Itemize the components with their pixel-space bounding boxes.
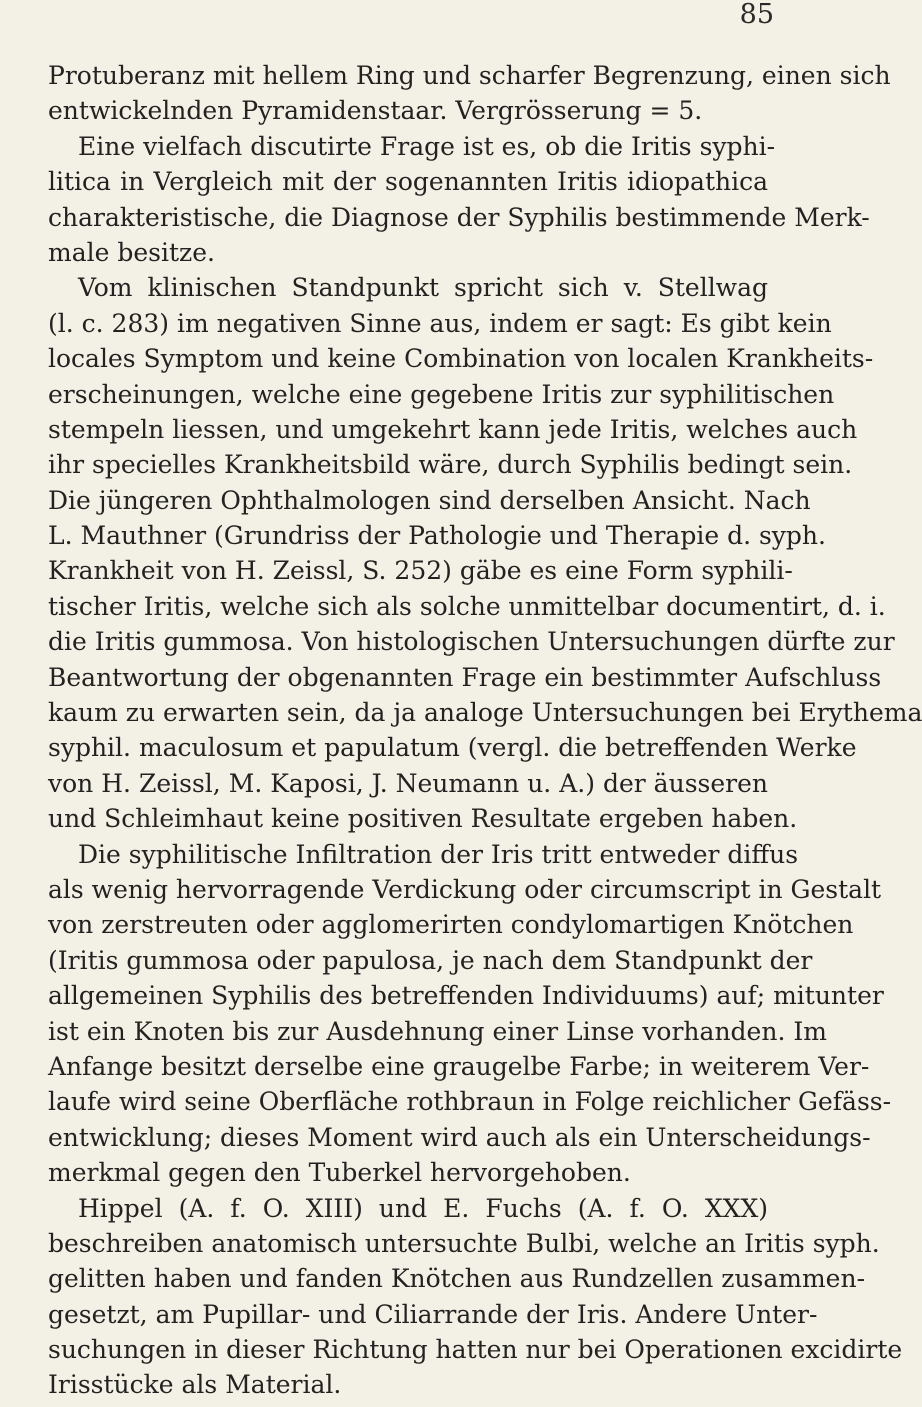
text-line: beschreiben anatomisch untersuchte Bulbi, welche an Iritis syph. bbox=[48, 1228, 880, 1258]
text-line: Vom klinischen Standpunkt spricht sich v. Stellwag bbox=[78, 273, 768, 303]
text-line: male besitze. bbox=[48, 237, 215, 267]
text-line: gelitten haben und fanden Knötchen aus Rundzellen zusammen- bbox=[48, 1264, 866, 1294]
text-line: ist ein Knoten bis zur Ausdehnung einer Linse vorhanden. Im bbox=[48, 1016, 827, 1046]
page-number: 85 bbox=[739, 0, 774, 30]
body-text bbox=[48, 58, 922, 1403]
text-line: von zerstreuten oder agglomerirten condylomartigen Knötchen bbox=[48, 910, 854, 940]
text-line: Die jüngeren Ophthalmologen sind derselben Ansicht. Nach bbox=[48, 485, 811, 515]
text-line: charakteristische, die Diagnose der Syphilis bestimmende Merk- bbox=[48, 202, 870, 232]
text-line: L. Mauthner (Grundriss der Pathologie und Therapie d. syph. bbox=[48, 521, 826, 551]
text-line: Irisstücke als Material. bbox=[48, 1370, 342, 1400]
text-line: Protuberanz mit hellem Ring und scharfer Begrenzung, einen sich bbox=[48, 61, 891, 90]
text-line: ihr specielles Krankheitsbild wäre, durch Syphilis bedingt sein. bbox=[48, 450, 853, 480]
text-line: Krankheit von H. Zeissl, S. 252) gäbe es eine Form syphili- bbox=[48, 556, 793, 586]
text-line: allgemeinen Syphilis des betreffenden Individuums) auf; mitunter bbox=[48, 981, 884, 1011]
text-line: suchungen in dieser Richtung hatten nur bei Operationen excidirte bbox=[48, 1335, 903, 1365]
text-line: als wenig hervorragende Verdickung oder circumscript in Gestalt bbox=[48, 874, 882, 904]
text-line: entwickelnden Pyramidenstaar. Vergrösserung = 5. bbox=[48, 96, 703, 126]
text-line: Die syphilitische Infiltration der Iris tritt entweder diffus bbox=[78, 839, 799, 869]
text-line: kaum zu erwarten sein, da ja analoge Untersuchungen bei Erythema bbox=[48, 698, 922, 728]
text-line: syphil. maculosum et papulatum (vergl. die betreffenden Werke bbox=[48, 733, 857, 763]
text-line: Beantwortung der obgenannten Frage ein bestimmter Aufschluss bbox=[48, 662, 882, 692]
text-line: (l. c. 283) im negativen Sinne aus, indem er sagt: Es gibt kein bbox=[48, 308, 832, 338]
text-line: litica in Vergleich mit der sogenannten Iritis idiopathica bbox=[48, 167, 768, 197]
text-line: laufe wird seine Oberfläche rothbraun in Folge reichlicher Gefäss- bbox=[48, 1087, 892, 1117]
text-line: tischer Iritis, welche sich als solche unmittelbar documentirt, d. i. bbox=[48, 591, 886, 621]
text-line: (Iritis gummosa oder papulosa, je nach dem Standpunkt der bbox=[48, 945, 813, 975]
text-line: Eine vielfach discutirte Frage ist es, ob die Iritis syphi- bbox=[78, 131, 776, 161]
text-line: merkmal gegen den Tuberkel hervorgehoben. bbox=[48, 1158, 631, 1188]
text-line: und Schleimhaut keine positiven Resultate ergeben haben. bbox=[48, 804, 798, 834]
text-line: gesetzt, am Pupillar- und Ciliarrande der Iris. Andere Unter- bbox=[48, 1299, 818, 1329]
text-line: entwicklung; dieses Moment wird auch als ein Unterscheidungs- bbox=[48, 1122, 871, 1152]
text-line: Anfange besitzt derselbe eine graugelbe Farbe; in weiterem Ver- bbox=[48, 1051, 870, 1081]
text-line: Hippel (A. f. O. XIII) und E. Fuchs (A. f. O. XXX) bbox=[78, 1193, 768, 1223]
text-line: von H. Zeissl, M. Kaposi, J. Neumann u. A.) der äusseren bbox=[48, 768, 768, 798]
text-line: erscheinungen, welche eine gegebene Iritis zur syphilitischen bbox=[48, 379, 835, 409]
text-line: locales Symptom und keine Combination von localen Krankheits- bbox=[48, 344, 874, 374]
text-line: die Iritis gummosa. Von histologischen Untersuchungen dürfte zur bbox=[48, 627, 895, 657]
text-line: stempeln liessen, und umgekehrt kann jede Iritis, welches auch bbox=[48, 414, 858, 444]
